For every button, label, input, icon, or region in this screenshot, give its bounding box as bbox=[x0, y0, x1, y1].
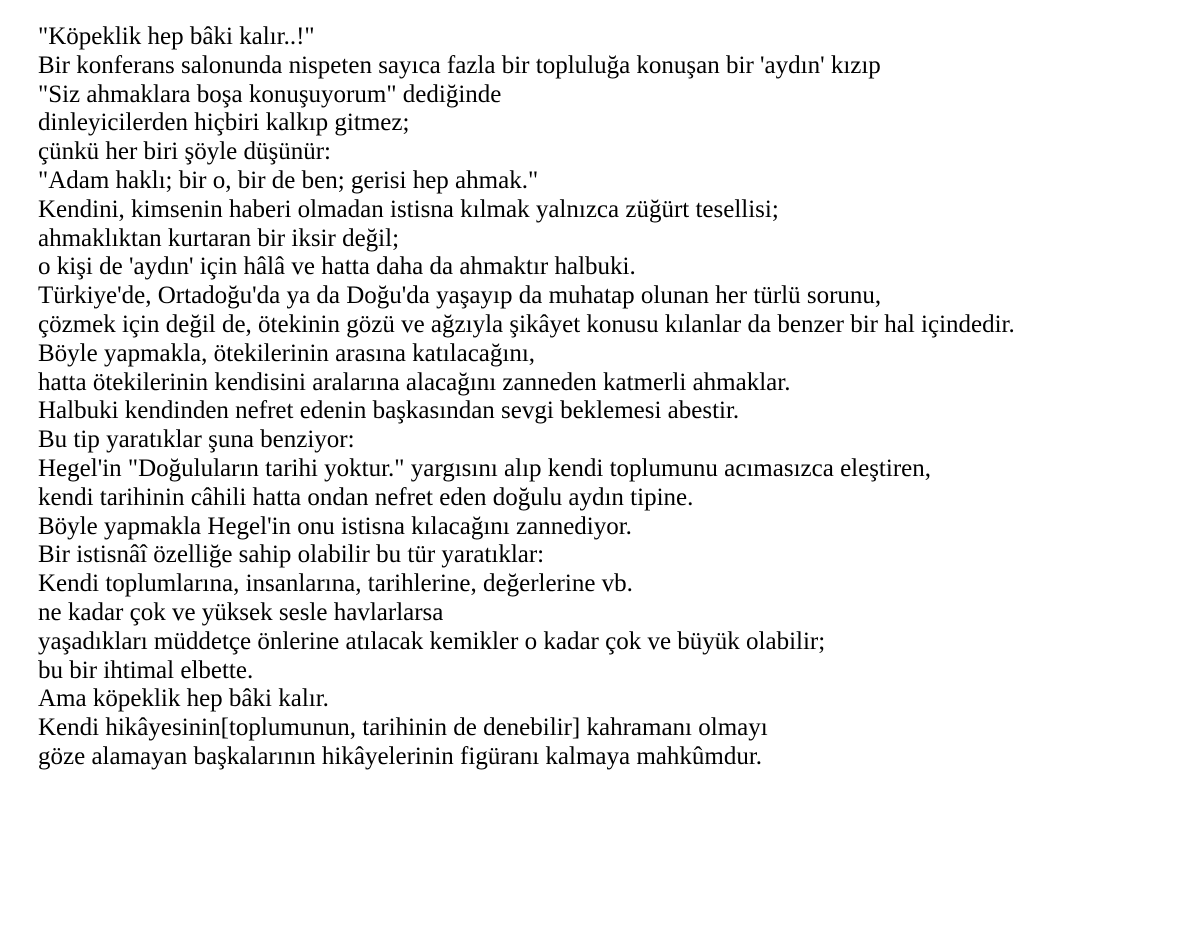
text-line: ahmaklıktan kurtaran bir iksir değil; bbox=[38, 224, 400, 252]
text-line: Ama köpeklik hep bâki kalır. bbox=[38, 685, 329, 713]
text-line: hatta ötekilerinin kendisini aralarına alacağını zanneden katmerli ahmaklar. bbox=[38, 368, 791, 396]
text-line: "Adam haklı; bir o, bir de ben; gerisi hep ahmak." bbox=[38, 166, 539, 194]
text-line: Böyle yapmakla, ötekilerinin arasına katılacağını, bbox=[38, 339, 536, 367]
text-line: çünkü her biri şöyle düşünür: bbox=[38, 138, 332, 166]
text-line: Bir konferans salonunda nispeten sayıca fazla bir topluluğa konuşan bir 'aydın' kızıp bbox=[38, 51, 881, 79]
text-line: Halbuki kendinden nefret edenin başkasından sevgi beklemesi abestir. bbox=[38, 397, 740, 425]
text-line: göze alamayan başkalarının hikâyelerinin figüranı kalmaya mahkûmdur. bbox=[38, 742, 763, 770]
text-line: ne kadar çok ve yüksek sesle havlarlarsa bbox=[38, 598, 444, 626]
document-body bbox=[38, 23, 1198, 772]
text-line: çözmek için değil de, ötekinin gözü ve ağzıyla şikâyet konusu kılanlar da benzer bir hal içindedir. bbox=[38, 310, 1015, 338]
text-line: yaşadıkları müddetçe önlerine atılacak kemikler o kadar çok ve büyük olabilir; bbox=[38, 627, 826, 655]
text-line: kendi tarihinin câhili hatta ondan nefret eden doğulu aydın tipine. bbox=[38, 483, 694, 511]
text-line: "Köpeklik hep bâki kalır..!" bbox=[38, 23, 315, 50]
text-line: Türkiye'de, Ortadoğu'da ya da Doğu'da yaşayıp da muhatap olunan her türlü sorunu, bbox=[38, 282, 882, 310]
text-line: Böyle yapmakla Hegel'in onu istisna kılacağını zannediyor. bbox=[38, 512, 632, 540]
text-line: bu bir ihtimal elbette. bbox=[38, 656, 254, 684]
text-line: Kendi hikâyesinin[toplumunun, tarihinin de denebilir] kahramanı olmayı bbox=[38, 714, 768, 742]
text-line: Bu tip yaratıklar şuna benziyor: bbox=[38, 426, 355, 454]
text-line: dinleyicilerden hiçbiri kalkıp gitmez; bbox=[38, 109, 410, 137]
text-line: Kendi toplumlarına, insanlarına, tarihlerine, değerlerine vb. bbox=[38, 570, 633, 598]
text-line: o kişi de 'aydın' için hâlâ ve hatta daha da ahmaktır halbuki. bbox=[38, 253, 636, 281]
text-line: Kendini, kimsenin haberi olmadan istisna kılmak yalnızca züğürt tesellisi; bbox=[38, 195, 779, 223]
text-line: "Siz ahmaklara boşa konuşuyorum" dediğinde bbox=[38, 80, 502, 108]
text-line: Bir istisnâî özelliğe sahip olabilir bu tür yaratıklar: bbox=[38, 541, 545, 569]
text-line: Hegel'in "Doğuluların tarihi yoktur." yargısını alıp kendi toplumunu acımasızca eleştiren, bbox=[38, 454, 931, 482]
